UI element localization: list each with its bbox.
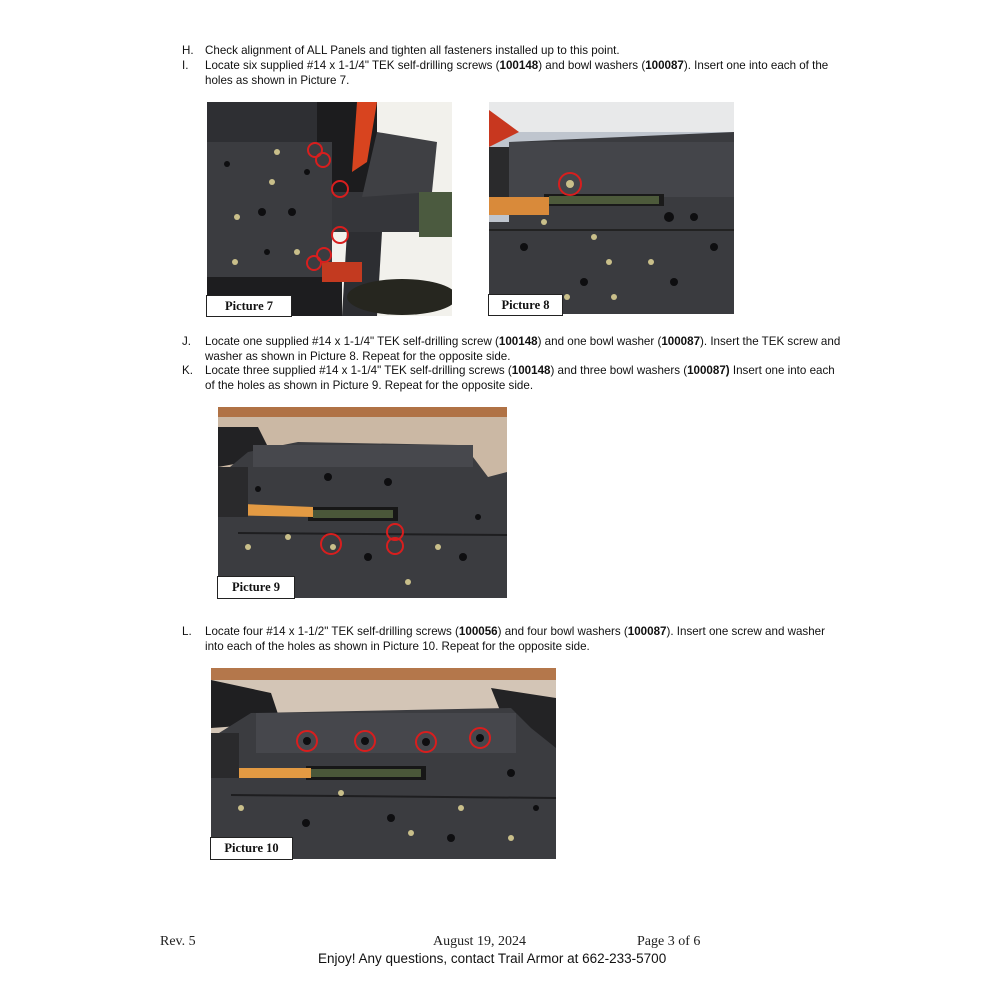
step-text-segment: ) and one bowl washer ( xyxy=(537,335,662,348)
picture-9-photo xyxy=(218,407,507,598)
step-text-segment: Locate one supplied #14 x 1-1/4" TEK self-drilling screw ( xyxy=(205,335,499,348)
part-number: 100056 xyxy=(458,625,498,638)
step-text-segment: ) and three bowl washers ( xyxy=(550,364,688,377)
picture-7-caption: Picture 7 xyxy=(206,295,292,317)
part-number: 100087 xyxy=(661,335,701,348)
picture-10-caption: Picture 10 xyxy=(210,837,293,860)
step-text-segment: ) and four bowl washers ( xyxy=(497,625,628,638)
step-i xyxy=(182,59,842,88)
step-text xyxy=(205,364,842,393)
step-letter: H. xyxy=(182,44,194,57)
step-text-segment: Check alignment of ALL Panels and tighten all fasteners installed up to this point. xyxy=(205,44,620,57)
part-number: 100148 xyxy=(511,364,551,377)
part-number: 100148 xyxy=(498,335,538,348)
step-text-segment: Locate four #14 x 1-1/2" TEK self-drilling screws ( xyxy=(205,625,459,638)
picture-8-photo xyxy=(489,102,734,314)
step-j xyxy=(182,335,842,364)
step-text xyxy=(205,335,842,364)
footer-revision: Rev. 5 xyxy=(160,934,196,949)
step-text xyxy=(205,44,842,59)
footer-date: August 19, 2024 xyxy=(433,934,526,949)
step-h xyxy=(182,44,842,59)
step-letter: K. xyxy=(182,364,193,377)
picture-7-photo xyxy=(207,102,452,316)
step-text-segment: ). Insert one into each of the holes as shown in Picture 7. xyxy=(205,59,829,87)
step-text-segment: Locate six supplied #14 x 1-1/4" TEK self-drilling screws ( xyxy=(205,59,500,72)
step-text-segment: Locate three supplied #14 x 1-1/4" TEK self-drilling screws ( xyxy=(205,364,512,377)
step-text-segment: ). Insert the TEK screw and washer as shown in Picture 8. Repeat for the opposite side. xyxy=(205,335,841,363)
step-letter: I. xyxy=(182,59,189,72)
step-text-segment: Insert one into each of the holes as shown in Picture 9. Repeat for the opposite side. xyxy=(205,364,835,392)
footer-contact: Enjoy! Any questions, contact Trail Armor at 662-233-5700 xyxy=(318,951,667,966)
picture-10-photo xyxy=(211,668,556,859)
step-letter: J. xyxy=(182,335,192,348)
part-number: 100087) xyxy=(687,364,730,377)
step-l xyxy=(182,625,842,654)
step-text xyxy=(205,59,842,88)
picture-9-caption: Picture 9 xyxy=(217,576,295,599)
step-text xyxy=(205,625,842,654)
step-text-segment: ) and bowl washers ( xyxy=(538,59,646,72)
step-k xyxy=(182,364,842,393)
part-number: 100087 xyxy=(627,625,667,638)
part-number: 100087 xyxy=(645,59,684,72)
picture-8-caption: Picture 8 xyxy=(488,294,563,316)
part-number: 100148 xyxy=(499,59,539,72)
footer-page-number: Page 3 of 6 xyxy=(637,934,701,949)
step-letter: L. xyxy=(182,625,192,638)
step-text-segment: ). Insert one screw and washer into each of the holes as shown in Picture 10. Repeat for the opposite side. xyxy=(205,625,825,653)
